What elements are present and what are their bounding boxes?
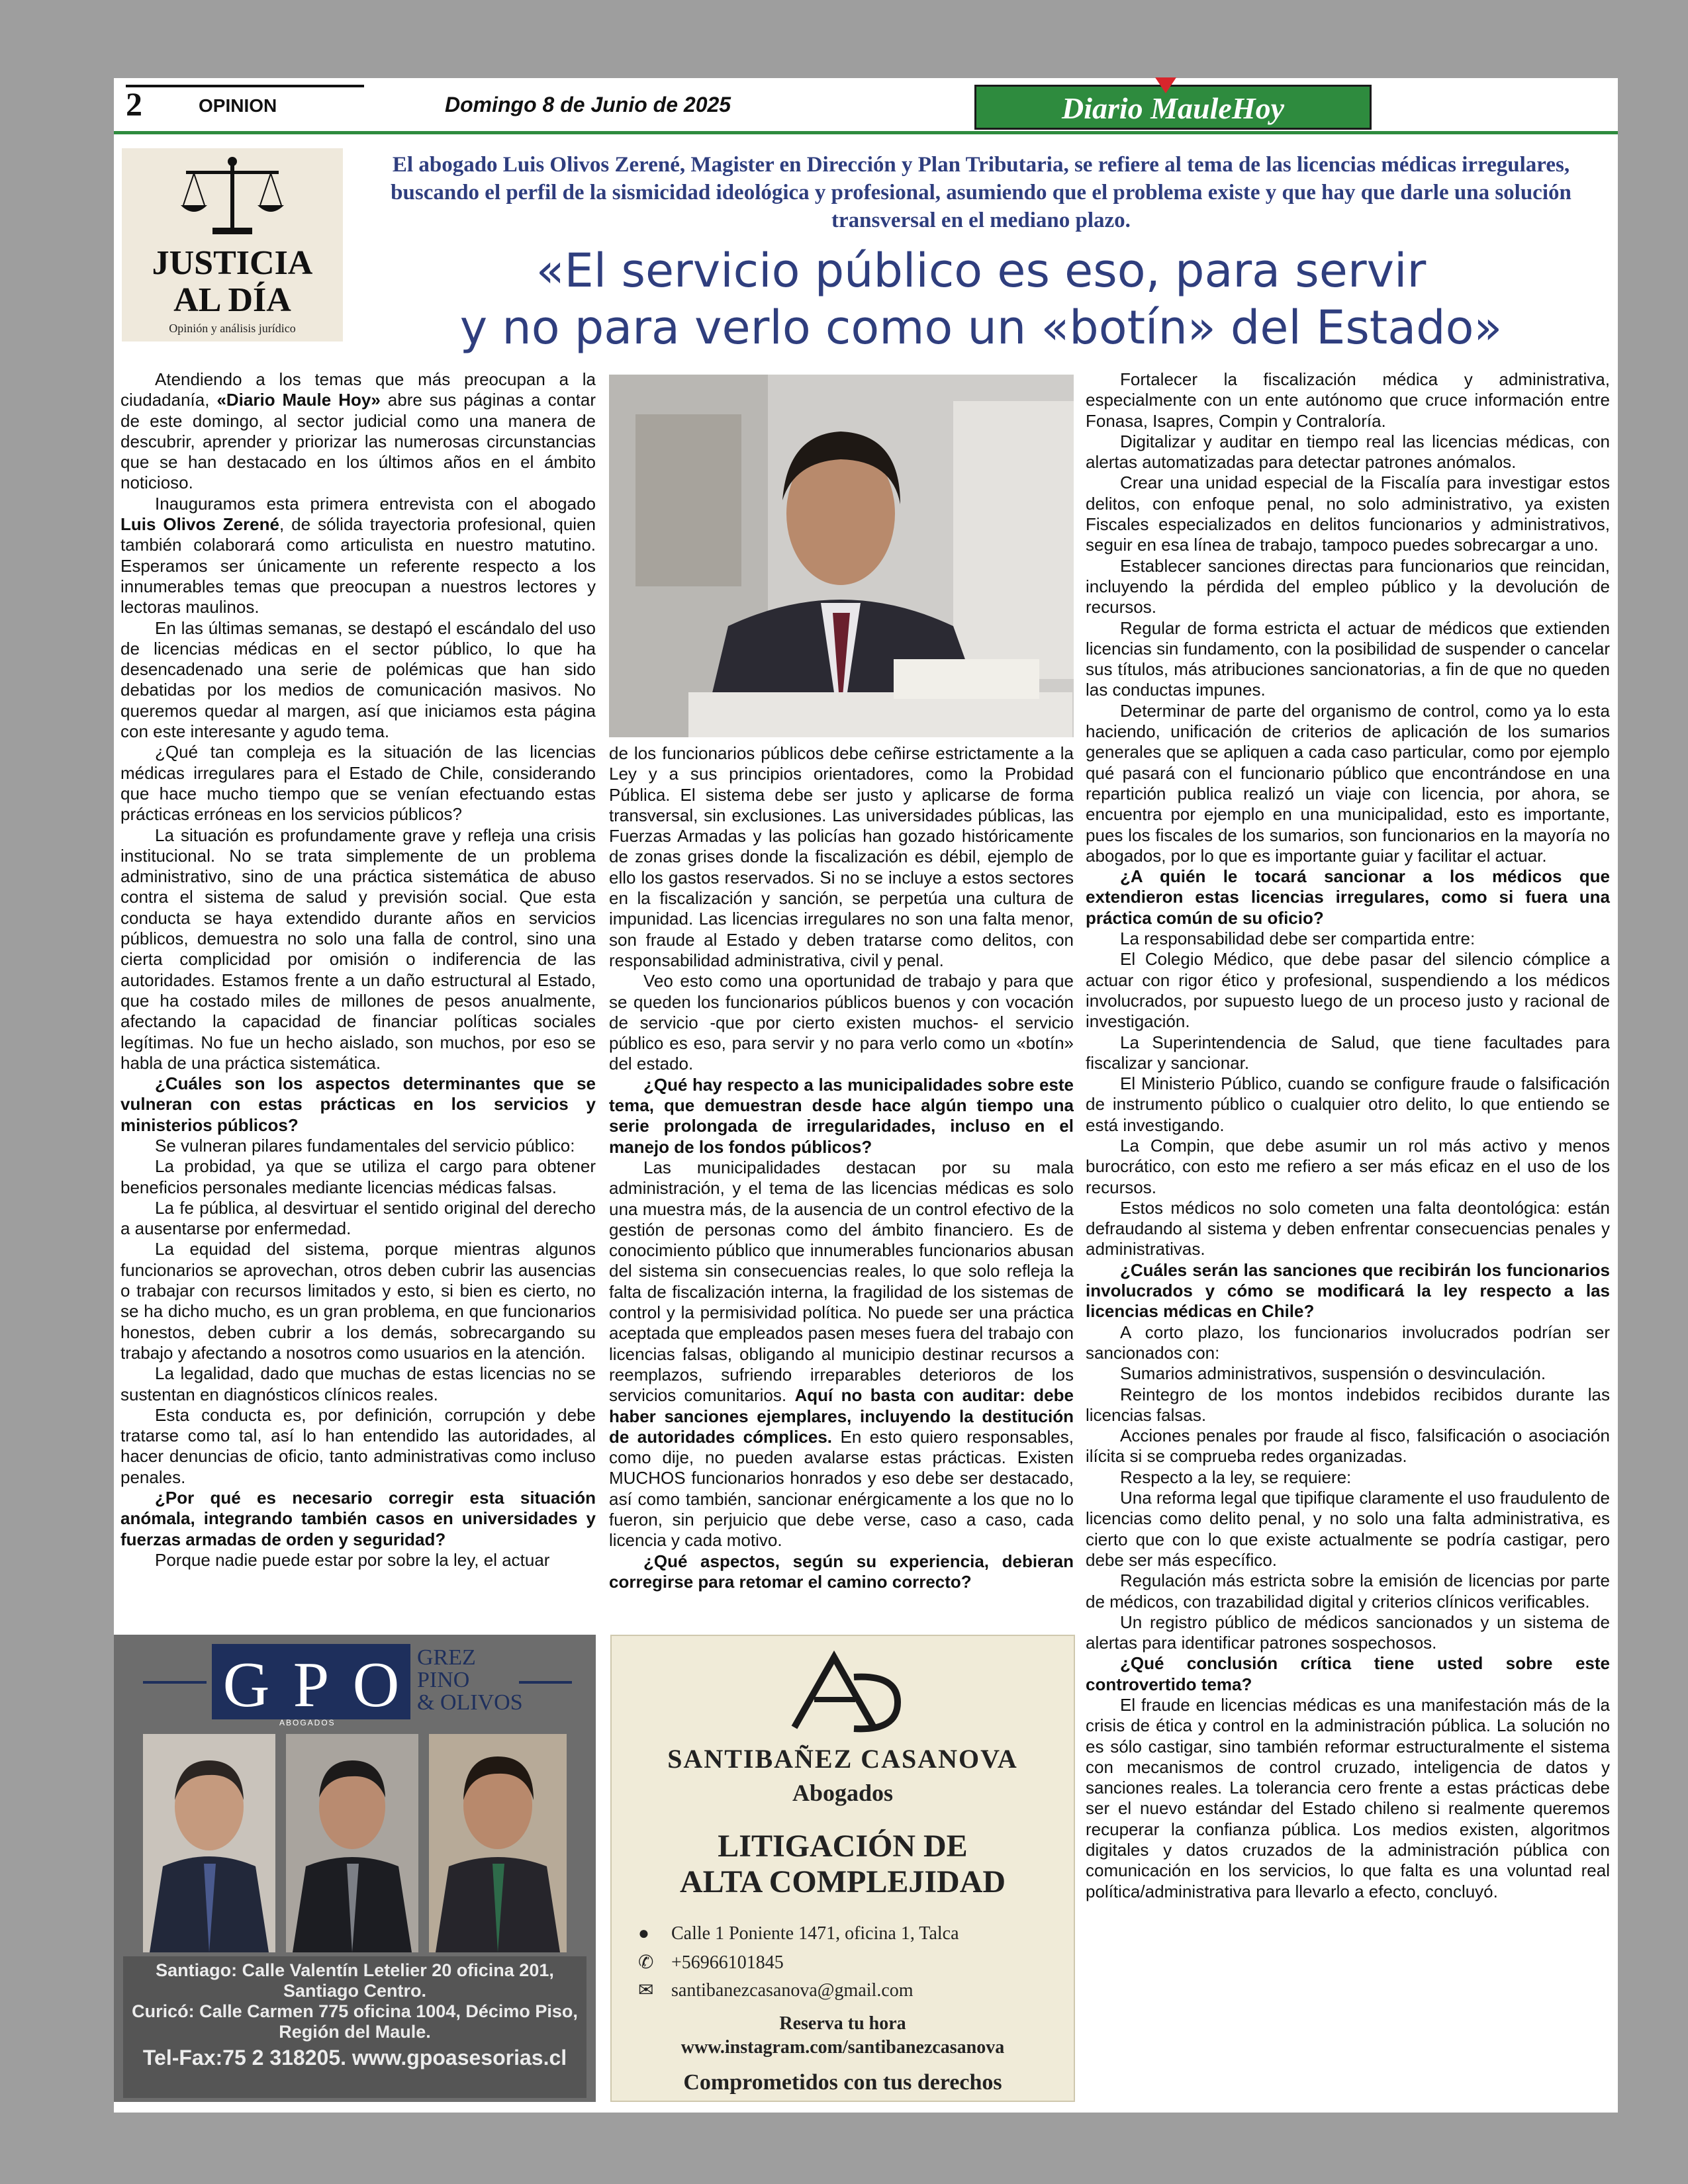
partners-photos: [143, 1734, 567, 1952]
paragraph: Respecto a la ley, se requiere:: [1120, 1467, 1352, 1487]
paragraph: La responsabilidad debe ser compartida entre:: [1120, 929, 1476, 949]
paragraph: Regulación más estricta sobre la emisión de licencias por parte de médicos, con trazabilidad digital y criterios clínicos verificables.: [1086, 1570, 1610, 1612]
sc-slogan-line2: ALTA COMPLEJIDAD: [679, 1864, 1006, 1899]
page-header: [114, 78, 1618, 135]
paragraph: Estos médicos no solo cometen una falta deontológica: están defraudando al sistema y deben enfrentar consecuencias penales y administrativas.: [1086, 1197, 1610, 1259]
sc-address: ● Calle 1 Poniente 1471, oficina 1, Talca: [638, 1923, 959, 1944]
article-column-2: [609, 743, 1074, 1709]
gpo-address-line: Santiago: Calle Valentín Letelier 20 oficina 201,: [156, 1960, 554, 1980]
paragraph: Inauguramos esta primera entrevista con el abogado Luis Olivos Zerené, de sólida trayectoria profesional, quien también colaborará como articulista en nuestro matutino. Esperamos ser únicamente un referente respecto a los innumerables temas que preocupan a nuestros lectores y lectoras maulinos.: [120, 493, 596, 617]
logo-title-line1: JUSTICIA: [152, 244, 313, 282]
interview-question: ¿Qué aspectos, según su experiencia, debieran corregirse para retomar el camino correcto?: [609, 1551, 1074, 1592]
interviewee-photo: [609, 375, 1074, 737]
paragraph: A corto plazo, los funcionarios involucrados podrían ser sancionados con:: [1086, 1322, 1610, 1363]
paragraph: Las municipalidades destacan por su mala administración, y el tema de las licencias médicas es solo una muestra más, de la ausencia de un control efectivo de la gestión de personas como del ámbito financiero. Es de conocimiento público que innumerables funcionarios abusan del sistema sin consecuencias reales, lo que solo refleja la falta de fiscalización interna, la fragilidad de los sistemas de control y la permisividad política. No puede ser una práctica aceptada que empleados pasen meses fuera del trabajo con licencias falsas, obligando al municipio destinar recursos a reemplazos, sufriendo irreparables deterioros de los servicios comunitarios. Aquí no basta con auditar: debe haber sanciones ejemplares, incluyendo la destitución de autoridades cómplices. En esto quiero responsables, como dije, no pueden avalarse estas prácticas. Existen MUCHOS funcionarios honrados y eso debe ser destacado, así como también, sancionar enérgicamente a los que no lo fueron, sin perjuicio que debe verse, caso a caso, cada licencia y cada motivo.: [609, 1157, 1074, 1551]
sc-slogan-line1: LITIGACIÓN DE: [718, 1829, 968, 1864]
paragraph: La situación es profundamente grave y refleja una crisis institucional. No se trata simplemente de un problema administrativo, sino de una práctica sistemática de abuso contra el sistema de salud y previsión social. Que esta conducta se haya extendido durante años en servicios públicos, demuestra no solo una falla de control, sino una cierta complicidad por omisión o indiferencia de las autoridades. Estamos frente a un daño estructural al Estado, que ha costado miles de millones de pesos anualmente, afectando la capacidad de financiar políticas sociales legítimas. No fue un hecho aislado, son muchos, por eso se habla de una práctica sistemática.: [120, 825, 596, 1073]
sc-phone: ✆ +56966101845: [638, 1952, 784, 1973]
paragraph: La probidad, ya que se utiliza el cargo para obtener beneficios personales mediante licencias médicas falsas.: [120, 1156, 596, 1197]
sc-email: ✉ santibanezcasanova@gmail.com: [638, 1980, 914, 2001]
newspaper-page: [114, 78, 1618, 2113]
paragraph: Un registro público de médicos sancionados y un sistema de alertas para identificar patrones sospechosos.: [1086, 1612, 1610, 1653]
sc-firm-name: SANTIBAÑEZ CASANOVA: [667, 1744, 1018, 1774]
paragraph: Una reforma legal que tipifique claramente el uso fraudulento de licencias como delito penal, y no solo una falta administrativa, es cierto que con lo que existe actualmente se podría castigar, pero debe ser más específico.: [1086, 1488, 1611, 1570]
logo-title: [122, 245, 343, 319]
location-pin-icon: ●: [638, 1923, 649, 1944]
ad-rule: [519, 1681, 572, 1684]
paragraph: La equidad del sistema, porque mientras algunos funcionarios se aprovechan, otros deben cubrir las ausencias o trabajar con recursos limitados y esto, si bien es cierto, no se ha dicho mucho, es un gran problema, en que funcionarios honestos, deben cubrir a los demás, sobrecargando su trabajo y afectando a nosotros como usuarios en la atención.: [120, 1239, 596, 1363]
gpo-logo: [212, 1644, 410, 1719]
paragraph: Veo esto como una oportunidad de trabajo y para que se queden los funcionarios públicos buenos y con vocación de servicio -que por cierto existen muchos- el servicio público es eso, para servir y no para verlo como un «botín» del estado.: [609, 971, 1074, 1074]
gpo-phone-web: Tel-Fax:75 2 318205. www.gpoasesorias.cl: [142, 2046, 567, 2070]
paragraph: La fe pública, al desvirtuar el sentido original del derecho a ausentarse por enfermedad.: [120, 1197, 596, 1239]
section-rule: [126, 85, 364, 87]
santibanez-casanova-ad: [610, 1635, 1075, 2102]
newspaper-brand: [974, 85, 1372, 130]
paragraph: Reintegro de los montos indebidos recibidos durante las licencias falsas.: [1086, 1384, 1610, 1425]
issue-date: Domingo 8 de Junio de 2025: [445, 93, 731, 116]
paragraph: Esta conducta es, por definición, corrupción y debe tratarse como tal, así lo han entendido las autoridades, al hacer denuncias de oficio, tanto administrativas como incluso penales.: [120, 1404, 596, 1487]
paragraph: Porque nadie puede estar por sobre la ley, el actuar: [155, 1549, 550, 1570]
paragraph: La Superintendencia de Salud, que tiene facultades para fiscalizar y sancionar.: [1086, 1032, 1610, 1073]
interview-question: ¿Por qué es necesario corregir esta situación anómala, integrando también casos en universidades y fuerzas armadas de orden y seguridad?: [120, 1488, 596, 1549]
justicia-al-dia-logo: [122, 148, 343, 341]
phone-icon: ✆: [638, 1952, 654, 1973]
interview-question: ¿Qué conclusión crítica tiene usted sobre este controvertido tema?: [1086, 1653, 1610, 1694]
logo-title-line2: AL DÍA: [173, 281, 291, 319]
paragraph: El Colegio Médico, que debe pasar del silencio cómplice a actuar con rigor ético y profesional, suspendiendo a los médicos involucrados, por supuesto luego de un proceso justo y racional de investigación.: [1086, 949, 1610, 1032]
paragraph: En las últimas semanas, se destapó el escándalo del uso de licencias médicas en el sector público, lo que ha desencadenado una serie de polémicas que han sido debatidas por los medios de comunicación masivos. No queremos quedar al margen, así que iniciamos esta página con este interesante y agudo tema.: [120, 617, 596, 742]
gpo-firm-name: GREZ PINO & OLIVOS: [417, 1645, 523, 1715]
interview-question: ¿Qué hay respecto a las municipalidades sobre este tema, que demuestran desde hace algún tiempo una serie prolongada de irregularidades, incluso en el manejo de los fondos públicos?: [609, 1074, 1074, 1157]
paragraph: Acciones penales por fraude al fisco, falsificación o asociación ilícita si se comprueba redes organizadas.: [1086, 1426, 1610, 1467]
paragraph: de los funcionarios públicos debe ceñirse estrictamente a la Ley y a sus principios orientadores, como la Probidad Pública. El sistema debe ser justo y aplicarse de forma transversal, sin exclusiones. Las universidades públicas, las Fuerzas Armadas y las policías han gozado históricamente de zonas grises donde la fiscalización es débil, ejemplo de ello los gastos reservados. Si no se incluye a estos sectores en la fiscalización y sanción, se perpetúa una cultura de impunidad. Las licencias irregulares no son una falta menor, son fraude al Estado y deben tratarse como delitos, con responsabilidad administrativa, civil y penal.: [609, 743, 1074, 970]
paragraph: La Compin, que debe asumir un rol más activo y menos burocrático, con esto me refiero a ser más eficaz en el uso de los recursos.: [1086, 1135, 1610, 1197]
headline-line2: y no para verlo como un «botín» del Estado»: [459, 300, 1503, 355]
gpo-address-line: Santiago Centro.: [283, 1981, 426, 2001]
interview-question: ¿Cuáles son los aspectos determinantes que se vulneran con estas prácticas en los servicios y ministerios públicos?: [120, 1073, 596, 1135]
paragraph: Fortalecer la fiscalización médica y administrativa, especialmente con un ente autónomo que cruce información entre Fonasa, Isapres, Compin y Contraloría.: [1086, 369, 1610, 431]
gpo-letter: G: [222, 1649, 270, 1721]
gpo-address-line: Curicó: Calle Carmen 775 oficina 1004, Décimo Piso,: [132, 2001, 578, 2021]
paragraph: Atendiendo a los temas que más preocupan a la ciudadanía, «Diario Maule Hoy» abre sus páginas a contar de este domingo, al sector judicial como una manera de descubrir, aprender y priorizar las numerosas circunstancias que se han destacado en los últimos años en el ámbito noticioso.: [120, 369, 596, 493]
brand-accent-icon: [1155, 77, 1176, 93]
interview-question: ¿A quién le tocará sancionar a los médicos que extendieron estas licencias irregulares, como si fuera una práctica común de su oficio?: [1086, 866, 1610, 928]
paragraph: Crear una unidad especial de la Fiscalía para investigar estos delitos, con enfoque penal, no solo administrativo, ya existen Fiscales especializados en delitos funcionarios y administrativos, seguir en esa línea de trabajo, tampoco puedes sobrecargar a uno.: [1086, 473, 1610, 555]
article-column-3: [1086, 369, 1610, 2103]
paragraph: Sumarios administrativos, suspensión o desvinculación.: [1120, 1363, 1546, 1384]
paragraph: Determinar de parte del organismo de control, como ya lo esta haciendo, unificación de criterios de aplicación de los sumarios generales que se apliquen a cada caso particular, como por ejemplo qué pasará con el funcionario público que encontrándose en una repartición publica realizó un viaje con licencia, por ahora, se encuentra por ejemplo en una municipalidad, esto es importante, pues los fiscales de los sumarios, son funcionarios en la mayoría no abogados, por lo que es importante guiar y facilitar el actuar.: [1086, 700, 1610, 866]
article-column-1: [120, 369, 596, 1680]
article-headline: [359, 242, 1603, 356]
gpo-abogados-label: ABOGADOS: [279, 1718, 336, 1727]
interview-question: ¿Cuáles serán las sanciones que recibirán los funcionarios involucrados y cómo se modificará la ley respecto a las licencias médicas en Chile?: [1086, 1259, 1610, 1322]
paragraph: Establecer sanciones directas para funcionarios que reincidan, incluyendo la pérdida del empleo público y la devolución de recursos.: [1086, 555, 1610, 617]
article-lede: El abogado Luis Olivos Zerené, Magister en Dirección y Plan Tributaria, se refiere al tema de las licencias médicas irregulares, buscando el perfil de la sismicidad ideológica y profesional, asumiendo que el problema existe y que hay que darle una solución transversal en el mediano plazo.: [391, 153, 1571, 232]
paragraph: Regular de forma estricta el actuar de médicos que extienden licencias sin fundamento, con la posibilidad de suspender o cancelar sus títulos, más atribuciones sancionatorias, a fin de que no queden las conductas impunes.: [1086, 617, 1610, 700]
paragraph: El fraude en licencias médicas es una manifestación más de la crisis de ética y control en la administración pública. La solución no es sólo castigar, sino también reformar estructuralmente el sistema con mecanismos de control cruzado, inteligencia de datos y sanciones reales. La tolerancia cero frente a estas prácticas debe ser el nuevo estándar del Estado chileno si realmente queremos recuperar la confianza pública. Los medios existen, algoritmos digitales y datos cruzados de la administración pública con comunicación en los servicios, lo que falta es una voluntad real política/administrativa para llevarlo a efecto, concluyó.: [1086, 1695, 1610, 1901]
scales-of-justice-icon: [179, 155, 285, 241]
gpo-law-firm-ad: [114, 1635, 596, 2102]
header-rule: [114, 131, 1618, 134]
paragraph: Se vulneran pilares fundamentales del servicio público:: [155, 1135, 575, 1156]
sc-reserve-label: Reserva tu hora: [779, 2013, 906, 2034]
sc-abogados-label: Abogados: [792, 1780, 894, 1806]
sc-tagline: Comprometidos con tus derechos: [683, 2070, 1002, 2095]
paragraph: Digitalizar y auditar en tiempo real las licencias médicas, con alertas automatizadas para detectar patrones anómalos.: [1086, 431, 1610, 473]
gpo-contact-block: [123, 1956, 586, 2098]
sc-instagram-link: www.instagram.com/santibanezcasanova: [680, 2037, 1005, 2058]
logo-subtitle: Opinión y análisis jurídico: [169, 322, 296, 335]
section-label: OPINION: [199, 95, 277, 116]
headline-line1: «El servicio público es eso, para servir: [536, 244, 1427, 298]
paragraph: La legalidad, dado que muchas de estas licencias no se sustentan en diagnósticos clínicos reales.: [120, 1363, 596, 1404]
page-number: 2: [126, 85, 142, 122]
gpo-letter: O: [352, 1649, 400, 1721]
email-icon: ✉: [638, 1980, 654, 2001]
portrait-image: [609, 375, 1074, 737]
ad-rule: [143, 1681, 207, 1684]
gpo-letter: P: [293, 1649, 330, 1721]
paragraph: El Ministerio Público, cuando se configure fraude o falsificación de instrumento público o cualquier otro delito, lo que entiendo se está investigando.: [1086, 1073, 1610, 1135]
gpo-address-line: Región del Maule.: [279, 2022, 431, 2042]
sc-monogram-icon: [781, 1651, 907, 1737]
paragraph: ¿Qué tan compleja es la situación de las licencias médicas irregulares para el Estado de Chile, considerando que hace mucho tiempo que se venían efectuando estas prácticas erróneas en los servicios públicos?: [120, 742, 596, 825]
brand-name: Diario MauleHoy: [1061, 91, 1285, 125]
